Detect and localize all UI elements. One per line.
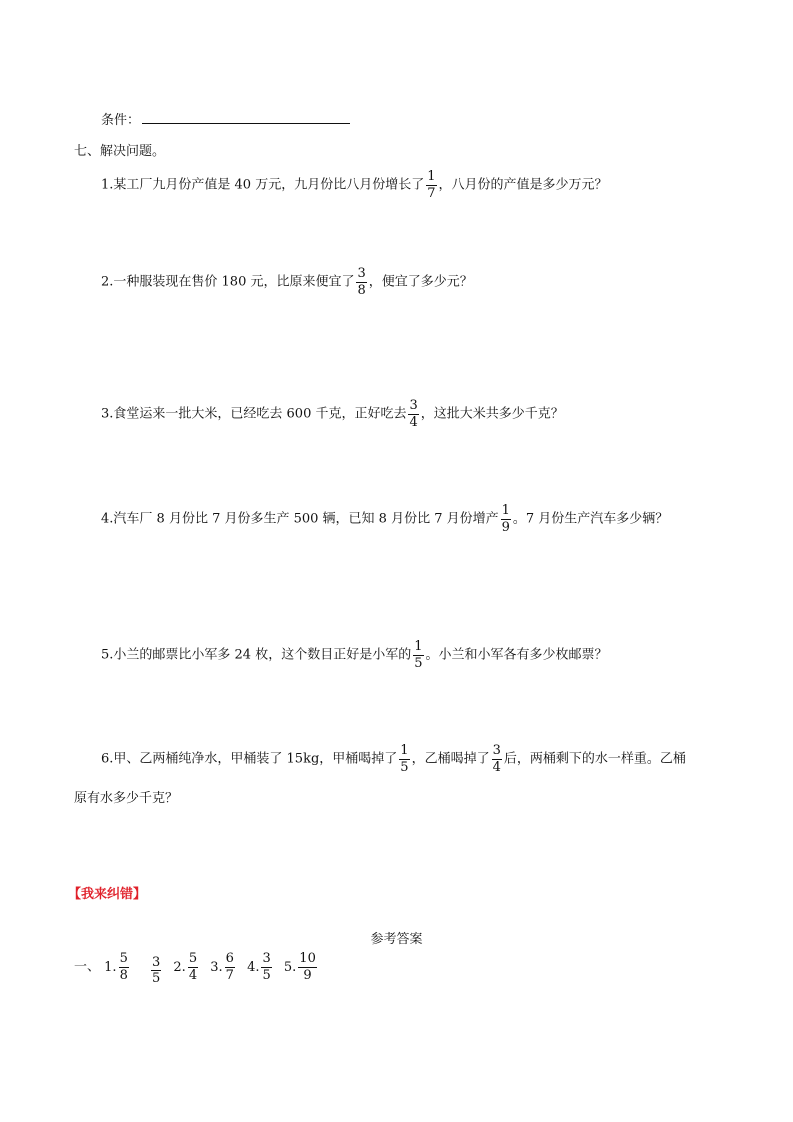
fraction-numerator: 6 [225,951,234,966]
fraction-numerator: 1 [414,639,423,654]
answer-label: 4. [247,959,260,975]
fraction-numerator: 3 [409,398,418,413]
fraction-numerator: 1 [400,743,409,758]
fraction-denominator: 7 [427,185,436,201]
problem-3 [101,399,564,429]
section-heading: 七、解决问题。 [74,144,166,159]
fraction-denominator: 5 [151,971,161,987]
problem-3-text-post: ，这批大米共多少千克？ [420,406,564,422]
answer-item [149,956,163,986]
fraction-denominator: 8 [119,967,128,983]
fraction [426,170,436,200]
problem-1 [101,170,608,200]
fraction [225,952,235,982]
fraction-numerator: 3 [151,954,161,970]
answer-item [284,952,319,982]
answers-prefix: 一、 [74,959,101,975]
fraction-numerator: 1 [427,169,436,184]
fraction [119,952,129,982]
fraction-numerator: 1 [501,503,510,518]
problem-6 [101,744,686,774]
answer-item [173,952,200,982]
fraction [399,744,409,774]
fraction [261,952,271,982]
fraction-numerator: 3 [492,743,501,758]
fraction [408,399,418,429]
problem-4-text-pre: 4.汽车厂 8 月份比 7 月份多生产 500 辆，已知 8 月份比 7 月份增产 [101,511,499,527]
problem-6-part1: 6.甲、乙两桶纯净水，甲桶装了 15kg，甲桶喝掉了 [101,751,398,767]
problem-2 [101,267,473,297]
problem-1-text-post: ，八月份的产值是多少万元？ [438,177,608,193]
problem-5 [101,640,608,670]
answer-label: 3. [210,959,223,975]
fraction [501,504,511,534]
answer-label: 1. [104,959,117,975]
fraction-numerator: 5 [119,951,128,966]
correction-label: 【我来纠错】 [68,887,147,902]
answers-title: 参考答案 [370,932,423,947]
problem-3-text-pre: 3.食堂运来一批大米，已经吃去 600 千克，正好吃去 [101,406,407,422]
condition-blank[interactable] [142,111,350,124]
fraction-denominator: 4 [188,967,198,983]
answer-item [104,952,131,982]
problem-6-part3: 后，两桶剩下的水一样重。乙桶 [503,751,686,767]
fraction-numerator: 10 [299,951,316,966]
fraction-denominator: 4 [409,414,418,430]
fraction [413,640,423,670]
fraction [151,956,161,986]
fraction [492,744,502,774]
fraction-denominator: 5 [262,967,271,983]
fraction-numerator: 3 [262,951,271,966]
problem-5-text-post: 。小兰和小军各有多少枚邮票？ [425,647,608,663]
fraction-numerator: 3 [357,266,366,281]
problem-2-text-post: ，便宜了多少元？ [368,274,473,290]
fraction [298,952,317,982]
fraction-denominator: 8 [357,282,366,298]
problem-1-text-pre: 1.某工厂九月份产值是 40 万元，九月份比八月份增长了 [101,177,425,193]
problem-4-text-post: 。7 月份生产汽车多少辆？ [512,511,669,527]
problem-5-text-pre: 5.小兰的邮票比小军多 24 枚，这个数目正好是小军的 [101,647,412,663]
problem-4 [101,504,668,534]
fraction-denominator: 4 [492,759,501,775]
fraction-numerator: 5 [188,951,198,966]
problem-2-text-pre: 2.一种服装现在售价 180 元，比原来便宜了 [101,274,355,290]
fraction [188,952,198,982]
answer-item [247,952,274,982]
fraction-denominator: 9 [303,967,312,983]
answers-row [74,952,325,986]
fraction-denominator: 5 [414,655,423,671]
condition-label: 条件： [101,113,141,128]
answer-item [210,952,237,982]
condition-line [101,111,350,127]
problem-6-line2: 原有水多少千克？ [74,791,179,806]
fraction-denominator: 5 [400,759,409,775]
fraction-denominator: 9 [501,519,510,535]
answer-label: 5. [283,959,297,975]
fraction-denominator: 7 [225,967,234,983]
problem-6-part2: ，乙桶喝掉了 [411,751,490,767]
fraction [356,267,366,297]
answer-label: 2. [173,959,186,975]
